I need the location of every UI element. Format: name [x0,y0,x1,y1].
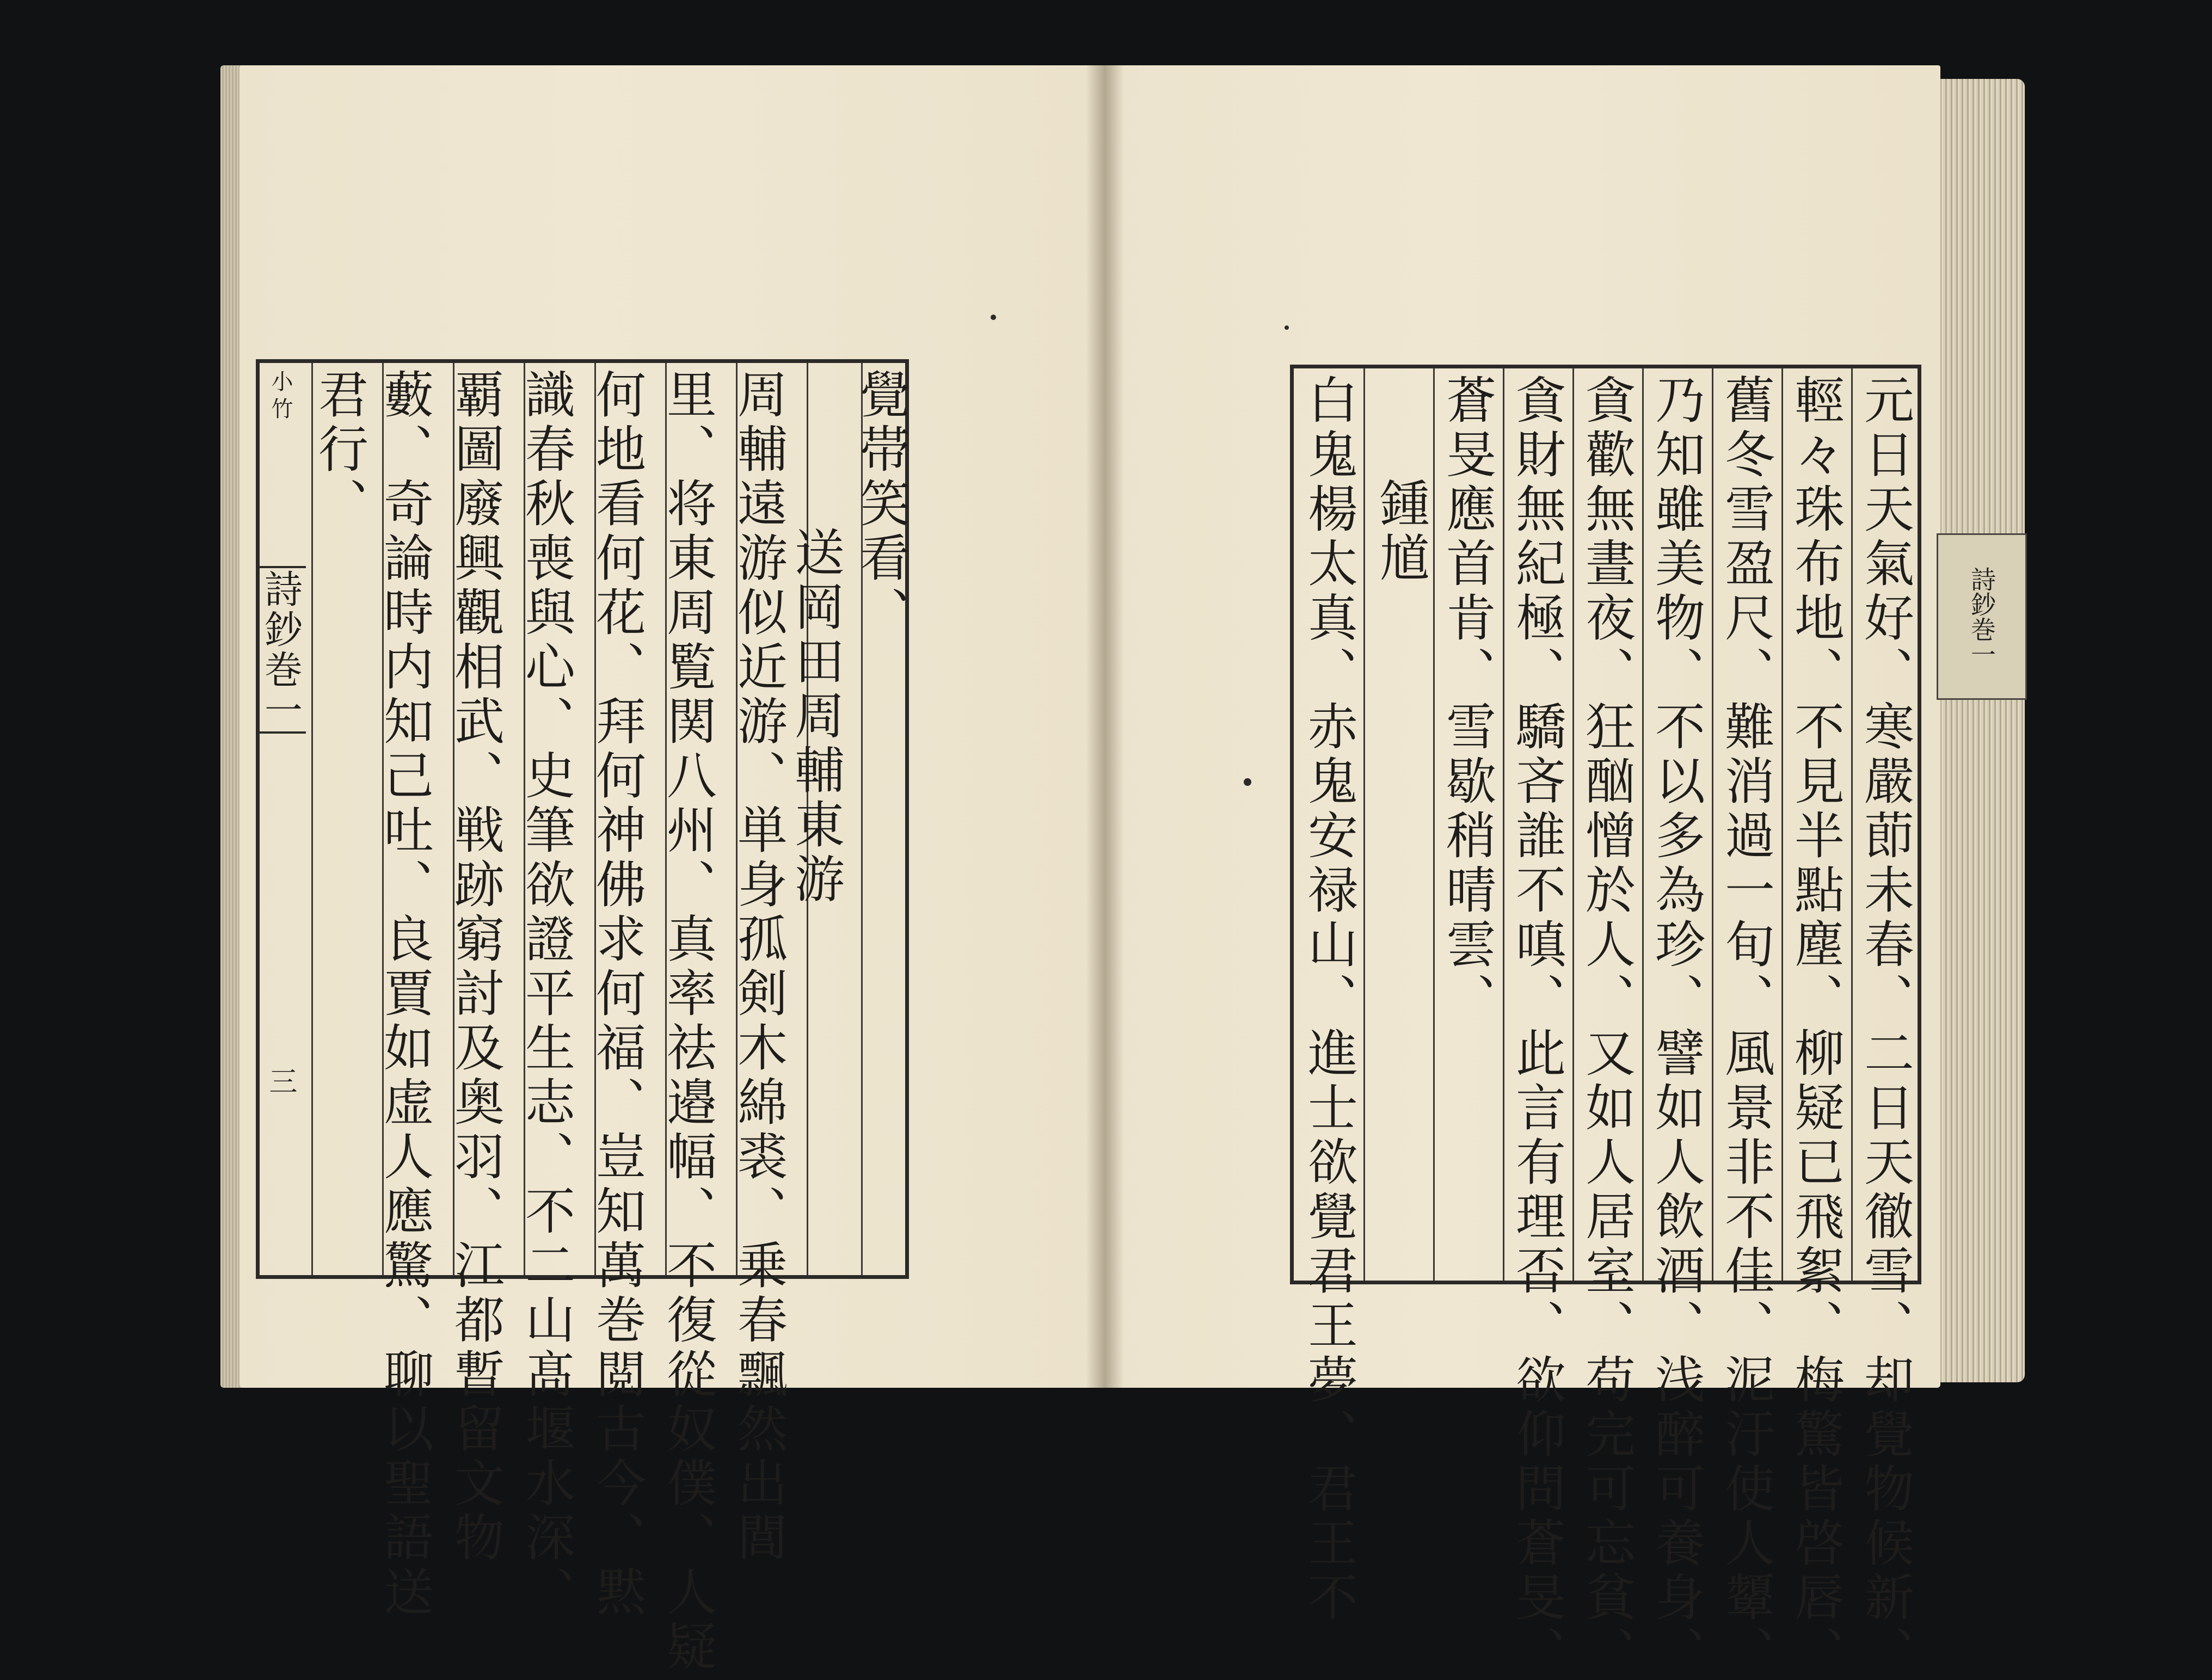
margin-author: 小竹 [268,370,293,424]
column-rule [1712,368,1713,1281]
column-rule [1781,368,1783,1281]
ink-speck [1285,325,1289,330]
text-column: 元日天氣好、寒嚴莭未春、二日天徹雪、却覺物候新、 [1856,374,1914,1680]
column-rule [1851,368,1853,1281]
text-column: 覇圖廢興觀相武、戦跡窮討及奥羽、江都暫留文物 [446,368,505,1566]
poem-title: 鍾馗 [1372,477,1430,586]
fore-edge-title: 詩鈔巻一 [1937,533,2027,700]
text-column: 何地看何花、拜何神佛求何福、豈知萬巻閲古今、黙 [588,368,646,1620]
book-gutter [1086,65,1124,1388]
text-column: 貪歡無晝夜、狂酗憎於人、又如人居室、苟完可忘貧、 [1577,374,1636,1680]
right-page-edges [1927,79,2025,1382]
text-column: 舊冬雪盈尺、難消過一旬、風景非不佳、泥汙使人顰、 [1717,374,1775,1680]
text-column: 蒼旻應首肯、雪歇稍晴雲、 [1438,374,1496,1027]
running-title: 詩鈔巻一 [256,566,306,734]
left-text-frame [256,359,910,1675]
column-rule [1572,368,1574,1281]
text-column: 里、将東周覧関八州、真率祛邉幅、不復從奴僕、人疑 [659,368,717,1675]
ink-speck [1244,778,1251,786]
poem-title: 送岡田周輔東游 [787,526,845,907]
column-rule [1503,368,1504,1281]
text-column: 識春秋喪與心、史筆欲證平生志、不二山髙堰水深、 [517,368,575,1620]
text-column: 周輔遠游似近游、単身孤剣木綿裘、乗春飄然出閭 [729,368,788,1566]
text-column: 乃知雖美物、不以多為珍、譬如人飲酒、浅醉可養身、 [1647,374,1705,1680]
text-column: 君行、 [310,368,368,532]
page-number: 三 [264,1067,297,1095]
right-text-frame [1290,365,1921,1680]
column-rule [1642,368,1644,1281]
text-column: 輕々珠布地、不見半點塵、柳疑已飛絮、梅驚皆啓唇、 [1786,374,1845,1680]
column-rule [1363,368,1365,1281]
text-column: 貪財無紀極、驕吝誰不嗔、此言有理否、欲仰問蒼旻、 [1508,374,1566,1680]
ink-speck [991,315,996,320]
text-column: 覺帯笑看、 [852,368,910,641]
text-column: 藪、奇論時内知己吐、良賈如虚人應驚、聊以聖語送 [376,368,434,1620]
text-column: 白鬼楊太真、赤鬼安禄山、進士欲覺君王夢、君王不 [1300,374,1358,1626]
column-rule [1433,368,1435,1281]
